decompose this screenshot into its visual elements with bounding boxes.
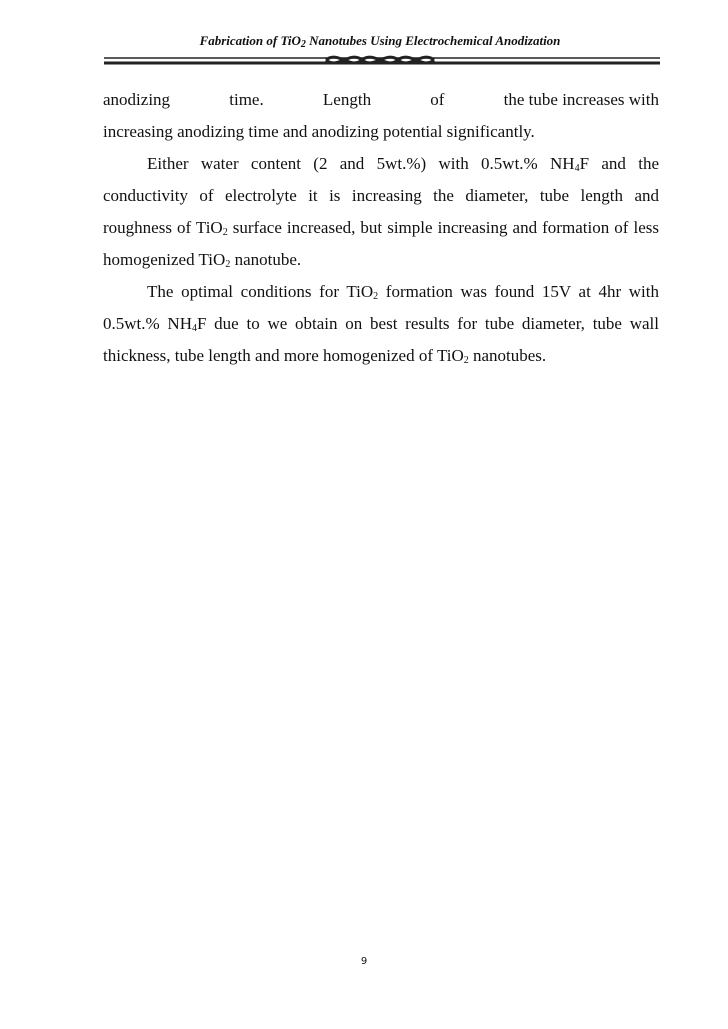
page-number: 9: [360, 956, 368, 967]
word: time.: [229, 90, 264, 109]
header-ornament: [104, 50, 660, 72]
word: the tube increases with: [503, 90, 659, 109]
paragraph-1: [103, 84, 659, 148]
text: nanotubes.: [468, 346, 547, 365]
word: Length: [322, 90, 372, 109]
header-title-subscript: 2: [300, 39, 306, 50]
word: anodizing: [103, 90, 171, 109]
subscript: 2: [463, 355, 469, 366]
header-title-post: Nanotubes Using Electrochemical Anodization: [305, 33, 561, 48]
paragraph-2: [103, 148, 659, 276]
text: F and the conductivity of electrolyte it is increasing the diameter, tube length and roughness of TiO: [103, 154, 659, 237]
header-title-pre: Fabrication of TiO: [199, 33, 301, 48]
text: formation was found 15V at 4hr with 0.5wt.% NH: [103, 282, 660, 333]
text: nanotube.: [230, 250, 302, 269]
text: Either water content (2 and 5wt.%) with 0.5wt.% NH: [147, 154, 575, 173]
running-header: [100, 33, 660, 49]
paragraph-1-line-1: [103, 84, 659, 116]
paragraph-1-line-2: increasing anodizing time and anodizing potential significantly.: [103, 122, 535, 141]
text: The optimal conditions for TiO: [147, 282, 374, 301]
word: of: [430, 90, 445, 109]
text: F due to we obtain on best results for tube diameter, tube wall thickness, tube length and more homogenized of TiO: [103, 314, 659, 365]
subscript: 2: [373, 291, 379, 302]
subscript: 2: [225, 259, 231, 270]
text: surface increased, but simple increasing and formation of less homogenized TiO: [103, 218, 659, 269]
subscript: 4: [191, 323, 197, 334]
subscript: 4: [574, 163, 580, 174]
paragraph-3: [103, 276, 659, 372]
body-text: [103, 84, 659, 372]
subscript: 2: [222, 227, 228, 238]
